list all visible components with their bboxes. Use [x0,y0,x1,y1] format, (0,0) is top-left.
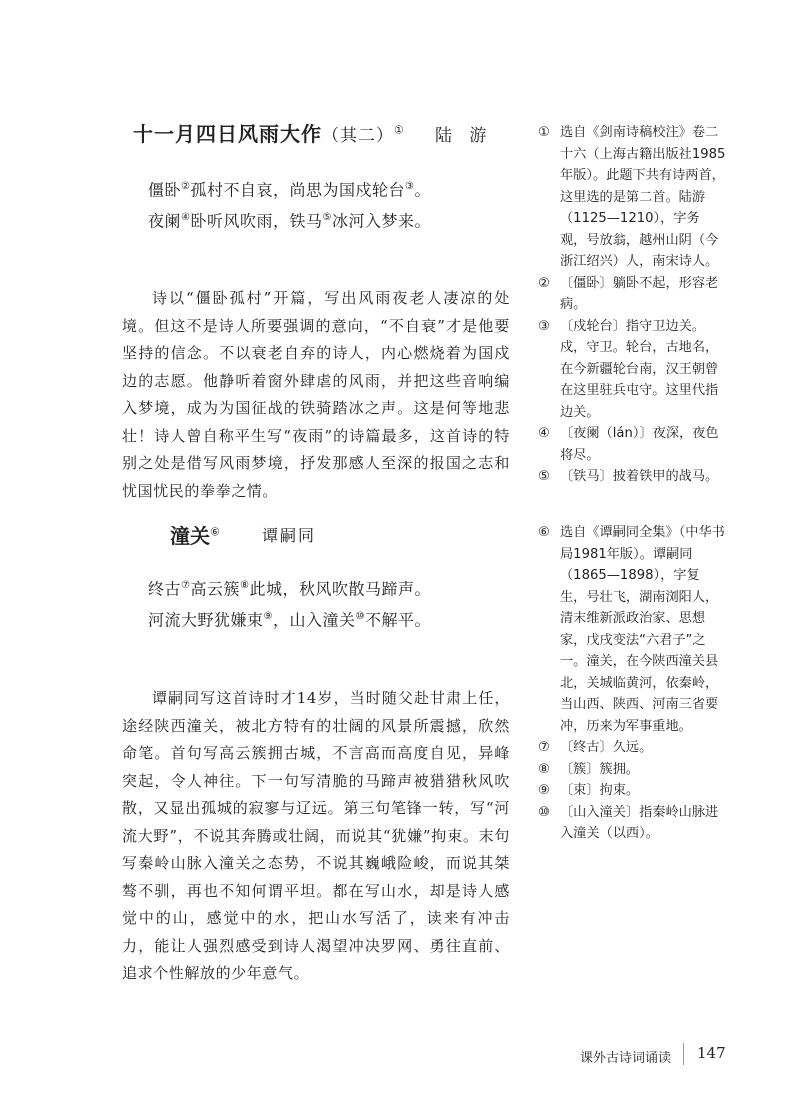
poem1-notes [538,122,726,488]
footnote-number: ③ [538,318,550,334]
poem1-author: 陆 游 [435,126,493,146]
note-ref: ⑧ [240,580,250,591]
poem2-body [148,572,431,635]
footnote-number: ⑧ [538,761,550,777]
footnote-text: 〔戍轮台〕指守卫边关。戍，守卫。轮台，古地名，在今新疆轮台南，汉王朝曾在这里驻兵屯守。这里代指边关。 [560,318,719,420]
poem-text: 不解平。 [364,610,431,630]
footnote [538,122,726,273]
commentary-paragraph: 谭嗣同写这首诗时才14岁，当时随父赴甘肃上任，途经陕西潼关，被北方特有的壮阔的风景所震撼，欣然命笔。首句写高云簇拥古城，不言高而高度自见，异峰突起，令人神往。下一句写清脆的马蹄声被猎猎秋风吹散，又显出孤城的寂寥与辽远。第三句笔锋一转，写“河流大野”，不说其奔腾或壮阔，而说其“犹嫌”拘束。末句写秦岭山脉入潼关之态势，不说其巍峨险峻，而说其桀骜不驯，再也不知何谓平坦。都在写山水，却是诗人感觉中的山，感觉中的水，把山水写活了，读来有冲击力，能让人强烈感受到诗人渴望冲决罗网、勇往直前、追求个性解放的少年意气。 [122,689,510,982]
poem2-title [170,520,220,549]
poem1-title [133,118,405,147]
note-ref: ⑨ [263,611,273,623]
poem2-notes [538,522,726,845]
note-ref: ⑦ [181,580,191,591]
poem1-title-text: 十一月四日风雨大作 [133,122,322,146]
footnote [538,316,726,424]
poem-text: 高云簇 [190,579,240,599]
note-ref: ② [181,181,191,192]
footnote [538,273,726,316]
footnote-text: 〔夜阑（lán）〕夜深，夜色将尽。 [560,426,719,463]
poem-text: 此城，秋风吹散马蹄声。 [249,579,431,599]
footnote-text: 〔簇〕簇拥。 [560,761,640,777]
footnote [538,780,726,802]
footnote [538,522,726,737]
footnote-text: 〔铁马〕披着铁甲的战马。 [560,469,719,484]
poem-text: 夜阑 [148,211,182,231]
note-ref: ③ [405,181,415,192]
footnote [538,466,726,488]
footnote-text: 选自《谭嗣同全集》（中华书局1981年版）。谭嗣同（1865—1898），字复生，号壮飞，湖南浏阳人，清末维新派政治家、思想家，戊戌变法“六君子”之一。潼关，在今陕西潼关县北，关城临黄河，依秦岭，当山西、陕西、河南三省要冲，历来为军事重地。 [560,525,725,734]
poem2-title-text: 潼关 [170,524,210,548]
poem-text: 终古 [148,579,182,599]
footnote [538,737,726,759]
poem2-author: 谭嗣同 [262,526,317,545]
poem1-body [148,173,431,236]
poem-line [148,204,431,235]
commentary-paragraph: 诗以“僵卧孤村”开篇，写出风雨夜老人凄凉的处境。但这不是诗人所要强调的意向，“不自衰”才是他要坚持的信念。不以衰老自弃的诗人，内心燃烧着为国戍边的志愿。他静听着窗外肆虐的风雨，并把这些音响编入梦境，成为为国征战的铁骑踏冰之声。这是何等地悲壮！诗人曾自称平生写“夜雨”的诗篇最多，这首诗的特别之处是借写风雨梦境，抒发那感人至深的报国之志和忧国忧民的拳拳之情。 [122,289,510,500]
footnote-number: ② [538,275,550,291]
poem-text: 。 [414,180,431,200]
footnote [538,802,726,845]
poem-text: 卧听风吹雨，铁马 [190,211,323,231]
footnote-text: 〔终古〕久远。 [560,740,653,755]
footnote-text: 〔僵卧〕躺卧不起，形容老病。 [560,275,719,312]
footnote-number: ④ [538,426,550,441]
footer-divider [683,1043,684,1065]
footnote-text: 〔束〕拘束。 [560,783,640,798]
page-number: 147 [697,1044,726,1062]
footnote-number: ⑦ [538,740,550,755]
footnote-text: 〔山入潼关〕指秦岭山脉进入潼关（以西）。 [560,804,719,841]
poem-text: 孤村不自哀，尚思为国戍轮台 [190,180,405,200]
poem-text: 河流大野犹嫌束 [148,610,264,630]
poem-line [148,572,431,603]
footnote-number: ① [538,125,550,140]
footnote-number: ⑤ [538,469,550,484]
footnote [538,759,726,781]
poem2-commentary [122,685,510,988]
poem-text: 僵卧 [148,180,182,200]
poem-line [148,173,431,204]
note-ref: ④ [181,212,191,224]
note-ref: ⑤ [322,212,332,224]
poem1-note-ref: ① [394,123,405,137]
footnote-text: 选自《剑南诗稿校注》卷二十六（上海古籍出版社1985年版）。此题下共有诗两首，这里选的是第二首。陆游（1125—1210），字务观，号放翁，越州山阴（今浙江绍兴）人，南宋诗人。 [560,125,726,269]
poem-text: 冰河入梦来。 [331,211,431,231]
poem-text: ，山入潼关 [272,610,356,630]
footnote-number: ⑥ [538,525,550,540]
footer-book-title: 课外古诗词诵读 [580,1051,672,1066]
poem2-note-ref: ⑥ [210,525,220,539]
poem1-subtitle: （其二） [322,126,394,146]
poem-line [148,603,431,634]
footnote-number: ⑩ [538,804,550,820]
footnote [538,423,726,466]
poem1-commentary [122,285,510,505]
note-ref: ⑩ [355,611,365,623]
footnote-number: ⑨ [538,783,550,798]
